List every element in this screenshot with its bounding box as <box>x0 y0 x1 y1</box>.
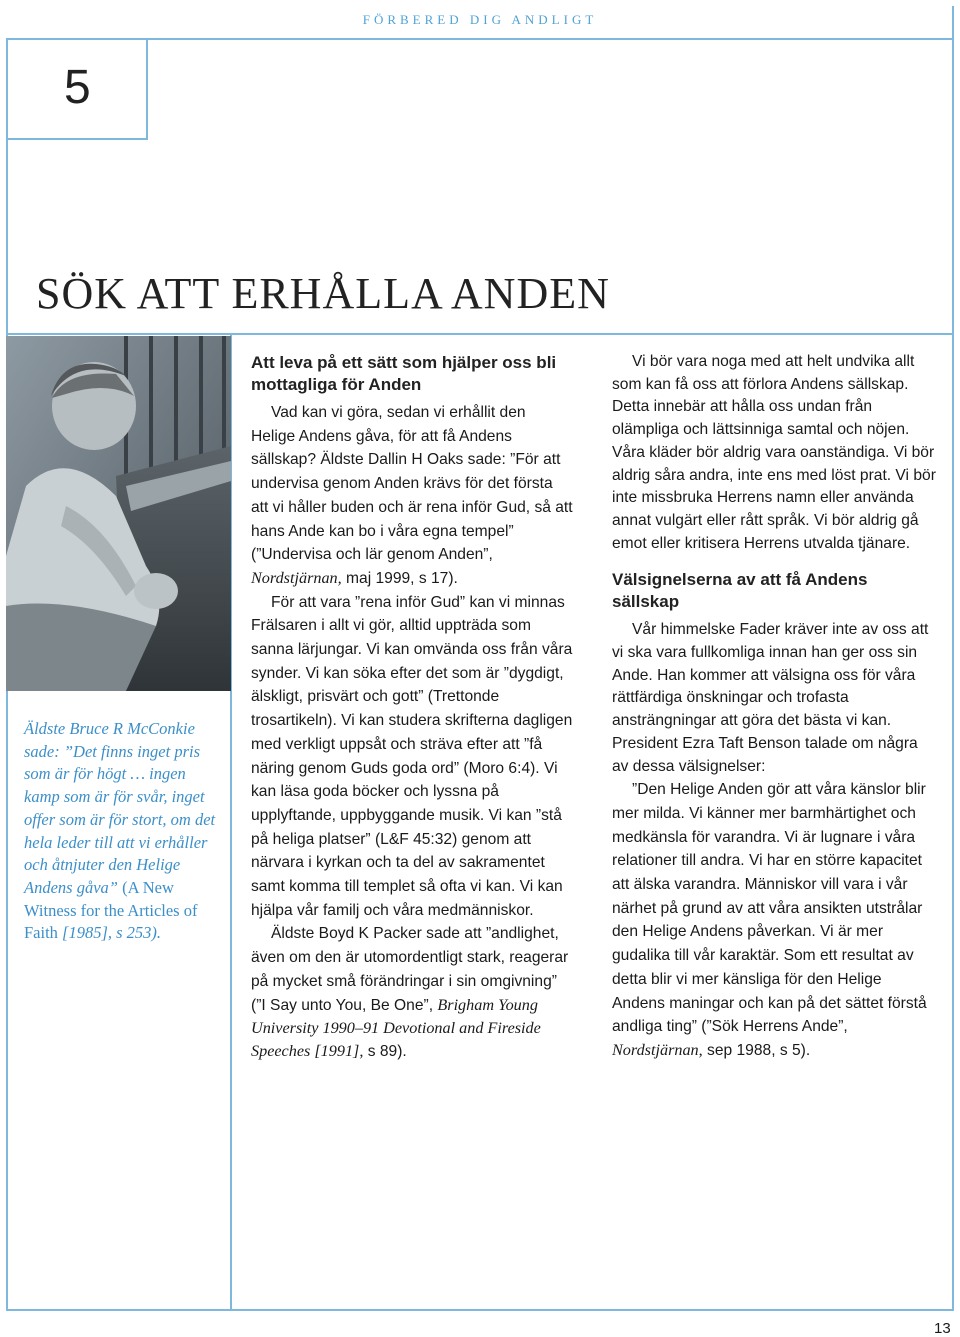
caption-italic-1: Äldste Bruce R McConkie sade: ”Det finns inget pris som är för högt … ingen kamp som är för svår, inget offer som är för stort, om det hela leder till att vi erhåller och åtnjuter den Helige Andens gåva” <box>24 719 216 897</box>
frame-top-line <box>6 38 954 40</box>
col1-paragraph-2: För att vara ”rena inför Gud” kan vi minnas Frälsaren i allt vi gör, alltid uppträda som sanna lärjungar. Vi kan omvända oss från våra synder. Vi kan söka efter det som är ”dygdigt, älskligt, prisvärt och gott” (Trettonde trosartikeln). Vi kan studera skrifterna dagligen med verkligt uppsåt och sträva efter att ”få näring genom Guds goda ord” (Moro 6:4). Vi kan läsa goda böcker och lyssna på upplyftande, uppbyggande musik. Vi kan ”stå på heliga platser” (L&F 45:32) genom att närvara i kyrkan och ta del av sakramentet samt komma till templet så ofta vi kan. Vi kan hjälpa vår familj och våra medmänniskor. <box>251 593 573 919</box>
col1-paragraph-3: Äldste Boyd K Packer sade att ”andlighet, även om den är utomordentligt stark, reagerar på mycket små förändringar i sin omgivning” (”I Say unto You, Be One”, Brigham Young University 1990–91 Devotional and Fireside Speeches [1991], s 89). <box>251 925 569 1060</box>
praying-young-man-photo <box>6 336 231 691</box>
frame-right-line <box>952 6 954 1310</box>
main-column-2 <box>612 351 937 1063</box>
section-heading-living: Att leva på ett sätt som hjälper oss bli mottagliga för Anden <box>251 353 557 394</box>
chapter-box-bottom <box>6 138 148 140</box>
photo-illustration <box>6 336 231 691</box>
caption-italic-2: [1985], s 253). <box>62 923 162 943</box>
col1-paragraph-1: Vad kan vi göra, sedan vi erhållit den Helige Andens gåva, för att få Andens sällskap? Äldste Dallin H Oaks sade: ”För att undervisa genom Anden krävs för det första att vi håller buden och är rena inför Gud, så att hans Ande kan bo i våra egna tempel” (”Undervisa och lär genom Anden”, Nordstjärnan, maj 1999, s 17). <box>251 404 573 587</box>
frame-bottom-line <box>6 1309 954 1311</box>
chapter-box-right <box>146 38 148 139</box>
sidebar-quote-caption <box>24 718 219 945</box>
section-heading-blessings: Välsignelserna av att få Andens sällskap <box>612 570 868 612</box>
page-number: 13 <box>934 1320 951 1337</box>
running-header: FÖRBERED DIG ANDLIGT <box>362 12 598 27</box>
main-column-1 <box>251 352 573 1064</box>
title-rule <box>6 333 954 335</box>
col2-paragraph-2: Vår himmelske Fader kräver inte av oss att vi ska vara fullkomliga innan han ger oss sin Ande. Han kommer att välsigna oss för våra rättfärdiga önskningar och trofasta ansträngningar att göra det bästa vi kan. President Ezra Taft Benson talade om några av dessa välsignelser: <box>612 621 929 775</box>
page-title: SÖK ATT ERHÅLLA ANDEN <box>36 269 610 318</box>
col2-paragraph-3: ”Den Helige Anden gör att våra känslor blir mer milda. Vi känner mer barmhärtighet och medkänsla för varandra. Vi är lugnare i våra relationer till andra. Vi har en större kapacitet att älska varandra. Människor vill vara i vår närhet på grund av att våra ansikten utstrålar den Helige Andens påverkan. Vi är mer gudalika till vår karaktär. Som ett resultat av detta blir vi mer känsliga för den Helige Andens maningar och kan på det sättet förstå andliga ting” (”Sök Herrens Ande”, Nordstjärnan, sep 1988, s 5). <box>612 781 927 1059</box>
col2-paragraph-1: Vi bör vara noga med att helt undvika allt som kan få oss att förlora Andens sällskap. Detta innebär att hålla oss undan från olämpliga och lättsinniga samtal och nöjen. Våra kläder bör aldrig vara oanständiga. Vi bör aldrig såra andra, inte ens med löst prat. Vi bör inte missbruka Herrens namn eller använda annat vulgärt eller rått språk. Vi bör aldrig gå emot eller kritisera Herrens utvalda tjänare. <box>612 353 936 552</box>
caption-source: (A New Witness for the Articles of Faith <box>24 877 198 943</box>
chapter-number: 5 <box>64 61 91 114</box>
